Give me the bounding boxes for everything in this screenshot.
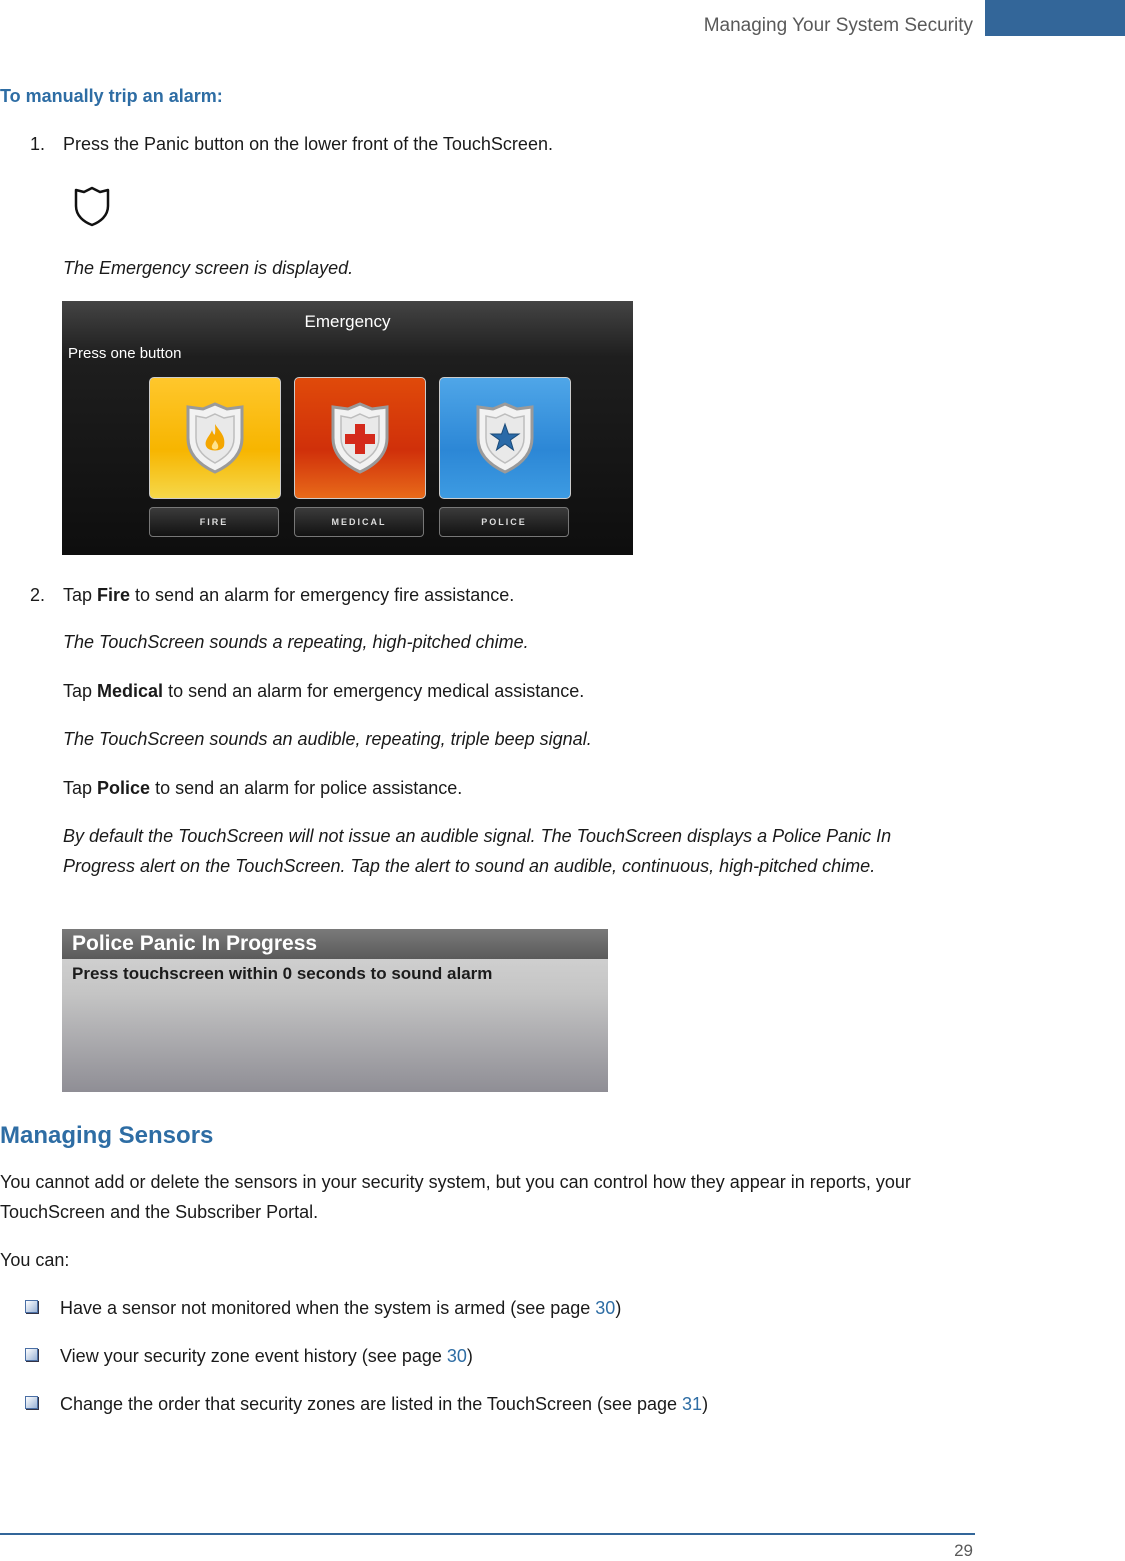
procedure-heading: To manually trip an alarm: [0, 86, 223, 106]
medical-post: to send an alarm for emergency medical assistance. [163, 681, 585, 701]
checkbox-bullet-icon [25, 1348, 38, 1361]
page-link[interactable]: 30 [446, 1346, 467, 1366]
step-2-pre: Tap [63, 585, 98, 605]
police-instruction [63, 773, 462, 803]
emergency-title: Emergency [304, 312, 391, 331]
footer-divider [0, 1533, 975, 1535]
police-panic-title: Police Panic In Progress [62, 929, 608, 959]
medical-instruction [63, 676, 584, 706]
list-item-text: Have a sensor not monitored when the system is armed (see page [60, 1298, 596, 1318]
medical-pre: Tap [63, 681, 98, 701]
fire-tile[interactable] [149, 377, 281, 499]
section-heading: Managing Sensors [0, 1122, 214, 1149]
list-item-text: View your security zone event history (see page [60, 1346, 447, 1366]
sensors-intro: You cannot add or delete the sensors in your security system, but you can control how they appear in reports, your TouchScreen and the Subscriber Portal. [0, 1172, 911, 1222]
list-item-text: Change the order that security zones are listed in the TouchScreen (see page [60, 1394, 683, 1414]
emergency-subtitle: Press one button [68, 345, 182, 362]
step-2-post: to send an alarm for emergency fire assistance. [130, 585, 515, 605]
list-item [25, 1394, 708, 1415]
list-item [25, 1346, 473, 1367]
list-item-end: ) [615, 1298, 622, 1318]
page-number: 29 [954, 1541, 973, 1560]
checkbox-bullet-icon [25, 1300, 38, 1313]
header-title: Managing Your System Security [703, 15, 973, 36]
panic-shield-icon [70, 184, 114, 228]
step-1-text: Press the Panic button on the lower front of the TouchScreen. [63, 134, 553, 154]
step-2-number: 2. [30, 585, 46, 605]
medical-bold: Medical [97, 681, 164, 701]
police-post: to send an alarm for police assistance. [150, 778, 463, 798]
medical-button[interactable]: MEDICAL [294, 507, 424, 537]
police-bold: Police [97, 778, 151, 798]
checkbox-bullet-icon [25, 1396, 38, 1409]
fire-result: The TouchScreen sounds a repeating, high-pitched chime. [63, 632, 529, 652]
police-panic-alert-image [62, 929, 608, 1092]
list-item [25, 1298, 621, 1319]
page-link[interactable]: 31 [682, 1394, 703, 1414]
police-button[interactable]: POLICE [439, 507, 569, 537]
police-tile[interactable] [439, 377, 571, 499]
page-link[interactable]: 30 [595, 1298, 616, 1318]
cross-shield-icon [327, 400, 393, 476]
fire-button[interactable]: FIRE [149, 507, 279, 537]
step-1-number: 1. [30, 134, 46, 154]
header-accent-bar [985, 0, 1125, 36]
medical-result: The TouchScreen sounds an audible, repeating, triple beep signal. [63, 729, 592, 749]
list-item-end: ) [466, 1346, 473, 1366]
police-panic-subtitle: Press touchscreen within 0 seconds to sound alarm [72, 964, 493, 983]
star-shield-icon [472, 400, 538, 476]
you-can-label: You can: [0, 1250, 70, 1270]
step-2 [30, 585, 514, 606]
step-1-result: The Emergency screen is displayed. [63, 258, 354, 278]
list-item-end: ) [702, 1394, 709, 1414]
emergency-screen-image [62, 301, 633, 555]
step-1 [30, 134, 553, 155]
flame-shield-icon [182, 400, 248, 476]
police-pre: Tap [63, 778, 98, 798]
police-result: By default the TouchScreen will not issue an audible signal. The TouchScreen displays a Police Panic In Progress alert on the TouchScreen. Tap the alert to sound an audible, continuous, high-pitched chime. [63, 826, 892, 876]
medical-tile[interactable] [294, 377, 426, 499]
step-2-bold: Fire [97, 585, 131, 605]
